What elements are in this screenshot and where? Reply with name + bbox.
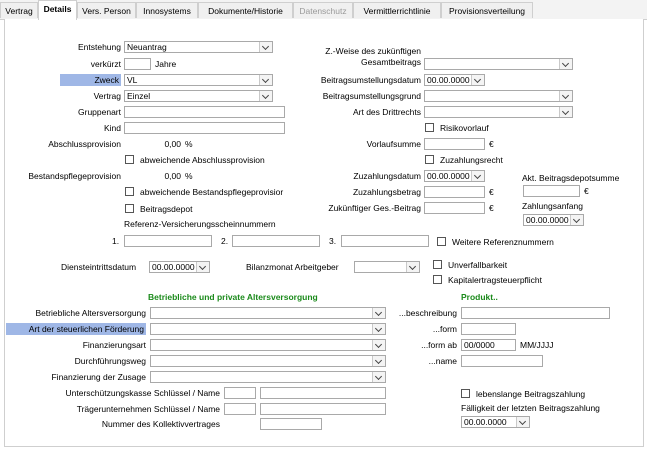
produkt-form-ab-unit: MM/JJJJ	[520, 340, 554, 350]
verkuerzt-label: verkürzt	[90, 59, 121, 69]
abweichende-abschlussprovision-checkbox[interactable]	[125, 155, 134, 164]
tab-provisionsverteilung[interactable]: Provisionsverteilung	[441, 2, 533, 18]
finanzierungsart-label: Finanzierungsart	[82, 340, 146, 350]
chevron-down-icon	[259, 91, 272, 101]
akt-beitragsdepotsumme-input[interactable]	[523, 185, 580, 197]
chevron-down-icon	[372, 340, 385, 350]
tab-bar	[0, 0, 647, 20]
tab-details[interactable]: Details	[38, 0, 77, 20]
abschlussprovision-input[interactable]: 0,00	[124, 138, 184, 150]
bestandspflegeprovision-label: Bestandspflegeprovision	[28, 171, 121, 181]
beitragsumstellungsgrund-select[interactable]	[424, 90, 573, 102]
produkt-form-ab-input[interactable]: 00/0000	[461, 339, 516, 351]
zuzahlungsbetrag-label: Zuzahlungsbetrag	[352, 187, 421, 197]
diensteintrittsdatum-picker[interactable]	[149, 261, 210, 273]
vorlaufsumme-input[interactable]	[424, 138, 485, 150]
produkt-form-ab-label: ...form ab	[421, 340, 457, 350]
finanzierungsart-select[interactable]	[150, 339, 386, 351]
beitragsdepot-label: Beitragsdepot	[140, 204, 193, 214]
chevron-down-icon	[259, 75, 272, 85]
referenz-2-label: 2.	[221, 236, 229, 246]
referenz-1-input[interactable]	[124, 235, 212, 247]
beitragsumstellungsgrund-label: Beitragsumstellungsgrund	[322, 91, 421, 101]
tab-datenschutz: Datenschutz	[293, 2, 353, 18]
zuzahlungsrecht-label: Zuzahlungsrecht	[440, 155, 503, 165]
kapitalertragsteuerpflicht-label: Kapitalertragsteuerpflicht	[448, 275, 543, 285]
referenz-1-label: 1.	[112, 236, 120, 246]
zukuenftiger-beitrag-input[interactable]	[424, 202, 485, 214]
kollektivvertrag-label: Nummer des Kollektivvertrages	[101, 419, 220, 429]
betriebliche-label: Betriebliche Altersversorgung	[35, 308, 146, 318]
chevron-down-icon	[559, 91, 572, 101]
chevron-down-icon	[471, 75, 484, 85]
produkt-name-input[interactable]	[461, 355, 543, 367]
diensteintrittsdatum-value: 00.00.0000	[152, 262, 195, 272]
risikovorlauf-checkbox[interactable]	[425, 123, 434, 132]
produkt-beschreibung-input[interactable]	[461, 307, 610, 319]
traeger-name-input[interactable]	[260, 403, 386, 415]
zukuenftiger-beitrag-unit: €	[489, 203, 494, 213]
chevron-down-icon	[559, 107, 572, 117]
zuzahlungsdatum-value: 00.00.0000	[427, 171, 470, 181]
chevron-down-icon	[570, 215, 583, 225]
vertrag-label: Vertrag	[93, 91, 121, 101]
unverfallbarkeit-checkbox[interactable]	[433, 260, 442, 269]
produkt-name-label: ...name	[428, 356, 457, 366]
zuzahlungsbetrag-unit: €	[489, 187, 494, 197]
verkuerzt-unit: Jahre	[155, 59, 177, 69]
weitere-referenznummern-label: Weitere Referenznummern	[452, 237, 554, 247]
chevron-down-icon	[372, 356, 385, 366]
kapitalertragsteuerpflicht-checkbox[interactable]	[433, 275, 442, 284]
unterstuetzungskasse-key-input[interactable]	[224, 387, 256, 399]
abschlussprovision-unit: %	[185, 139, 193, 149]
chevron-down-icon	[372, 308, 385, 318]
zweise-label: Z.-Weise des zukünftigen Gesamtbeitrags	[325, 46, 421, 67]
steuerliche-label: Art der steuerlichen Förderung	[6, 323, 146, 335]
zuzahlungsbetrag-input[interactable]	[424, 186, 485, 198]
lebenslange-beitragszahlung-label: lebenslange Beitragszahlung	[476, 389, 586, 399]
zahlungsanfang-value: 00.00.0000	[526, 215, 569, 225]
finanzierung-zusage-select[interactable]	[150, 371, 386, 383]
chevron-down-icon	[516, 417, 529, 427]
akt-beitragsdepotsumme-unit: €	[584, 186, 589, 196]
faelligkeit-label: Fälligkeit der letzten Beitragszahlung	[461, 403, 600, 413]
zweck-select[interactable]	[124, 74, 273, 86]
referenz-2-input[interactable]	[232, 235, 320, 247]
chevron-down-icon	[196, 262, 209, 272]
abweichende-bestandspflege-checkbox[interactable]	[125, 187, 134, 196]
diensteintrittsdatum-label: Diensteintrittsdatum	[61, 262, 137, 272]
tab-innosystems[interactable]: Innosystems	[136, 2, 198, 18]
vorlaufsumme-label: Vorlaufsumme	[366, 139, 421, 149]
beitragsumstellungsdatum-value: 00.00.0000	[427, 75, 470, 85]
unterstuetzungskasse-label: Unterschützungskasse Schlüssel / Name	[65, 388, 220, 398]
kollektivvertrag-input[interactable]	[260, 418, 322, 430]
chevron-down-icon	[372, 324, 385, 334]
abweichende-abschlussprovision-label: abweichende Abschlussprovision	[140, 155, 265, 165]
unterstuetzungskasse-name-input[interactable]	[260, 387, 386, 399]
produkt-form-input[interactable]	[461, 323, 516, 335]
faelligkeit-value: 00.00.0000	[464, 417, 507, 427]
abschlussprovision-label: Abschlussprovision	[48, 139, 121, 149]
chevron-down-icon	[559, 59, 572, 69]
produkt-form-label: ...form	[432, 324, 457, 334]
chevron-down-icon	[471, 171, 484, 181]
zweck-label: Zweck	[60, 74, 121, 86]
bav-section-title: Betriebliche und private Altersversorgung	[148, 292, 318, 302]
betriebliche-select[interactable]	[150, 307, 386, 319]
tab-vers-person[interactable]: Vers. Person	[77, 2, 136, 18]
kind-label: Kind	[103, 123, 121, 133]
produkt-beschreibung-label: ...beschreibung	[398, 308, 457, 318]
entstehung-select[interactable]	[124, 41, 273, 53]
bilanzmonat-select[interactable]	[354, 261, 420, 273]
traeger-label: Trägerunternehmen Schlüssel / Name	[76, 404, 220, 414]
akt-beitragsdepotsumme-label: Akt. Beitragsdepotsumme	[522, 173, 620, 183]
verkuerzt-input[interactable]	[124, 58, 151, 70]
bestandspflegeprovision-input[interactable]: 0,00	[124, 170, 184, 182]
bilanzmonat-label: Bilanzmonat Arbeitgeber	[246, 262, 339, 272]
drittrechts-label: Art des Drittrechts	[352, 107, 421, 117]
vorlaufsumme-unit: €	[489, 139, 494, 149]
kind-input[interactable]	[124, 122, 285, 134]
faelligkeit-picker[interactable]	[461, 416, 530, 428]
produkt-section-title: Produkt..	[461, 292, 498, 302]
traeger-key-input[interactable]	[224, 403, 256, 415]
referenz-3-label: 3.	[329, 236, 337, 246]
chevron-down-icon	[406, 262, 419, 272]
finanzierung-zusage-label: Finanzierung der Zusage	[51, 372, 146, 382]
zuzahlungsdatum-picker[interactable]	[424, 170, 485, 182]
entstehung-label: Entstehung	[77, 42, 121, 52]
gruppenart-label: Gruppenart	[78, 107, 121, 117]
zweck-value: VL	[127, 75, 138, 85]
beitragsumstellungsdatum-picker[interactable]	[424, 74, 485, 86]
drittrechts-select[interactable]	[424, 106, 573, 118]
zukuenftiger-beitrag-label: Zukünftiger Ges.-Beitrag	[328, 203, 421, 213]
lebenslange-beitragszahlung-checkbox[interactable]	[461, 389, 470, 398]
zuzahlungsdatum-label: Zuzahlungsdatum	[353, 171, 421, 181]
tab-dokumente-historie[interactable]: Dokumente/Historie	[198, 2, 293, 18]
tab-vermittlerrichtlinie[interactable]: Vermittlerrichtlinie	[353, 2, 441, 18]
beitragsumstellungsdatum-label: Beitragsumstellungsdatum	[320, 75, 421, 85]
risikovorlauf-label: Risikovorlauf	[440, 123, 489, 133]
bestandspflegeprovision-unit: %	[185, 171, 193, 181]
durchfuehrungsweg-label: Durchführungsweg	[74, 356, 146, 366]
weitere-referenznummern-checkbox[interactable]	[437, 237, 446, 246]
zweise-select[interactable]	[424, 58, 573, 70]
gruppenart-input[interactable]	[124, 106, 285, 118]
referenz-3-input[interactable]	[341, 235, 429, 247]
vertrag-select[interactable]	[124, 90, 273, 102]
chevron-down-icon	[372, 372, 385, 382]
entstehung-value: Neuantrag	[127, 42, 167, 52]
steuerliche-select[interactable]	[150, 323, 386, 335]
durchfuehrungsweg-select[interactable]	[150, 355, 386, 367]
chevron-down-icon	[259, 42, 272, 52]
zahlungsanfang-picker[interactable]	[523, 214, 584, 226]
zahlungsanfang-label: Zahlungsanfang	[522, 201, 583, 211]
referenz-title: Referenz-Versicherungsscheinnummern	[124, 219, 276, 229]
unverfallbarkeit-label: Unverfallbarkeit	[448, 260, 508, 270]
tab-vertrag[interactable]: Vertrag	[0, 2, 38, 18]
zuzahlungsrecht-checkbox[interactable]	[425, 155, 434, 164]
abweichende-bestandspflege-label: abweichende Bestandspflegeprovisior	[140, 187, 284, 197]
beitragsdepot-checkbox[interactable]	[125, 204, 134, 213]
vertrag-value: Einzel	[127, 91, 151, 101]
